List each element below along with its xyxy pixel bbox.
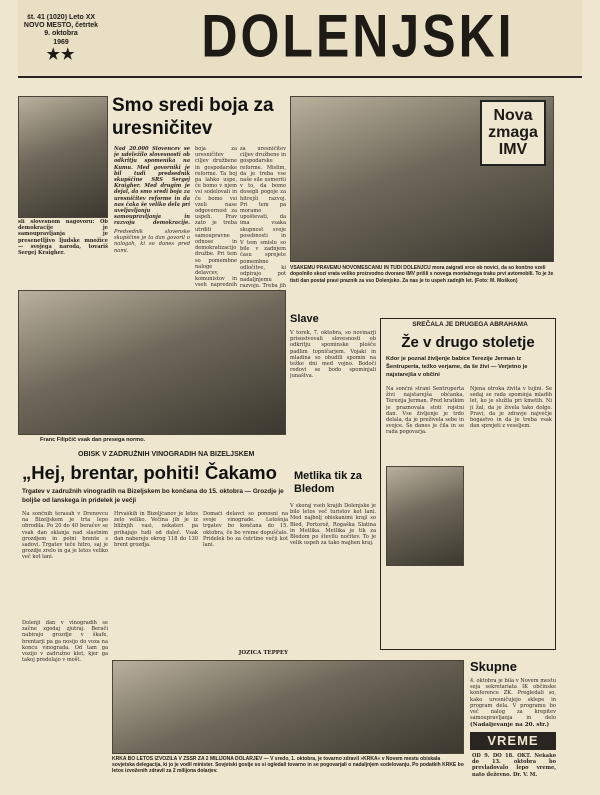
vineyard-kicker: OBISK V ZADRUŽNIH VINOGRADIH NA BIZELJSKEM [78, 451, 255, 458]
lead-column-2: boja za uresničitev ciljev družbene in gospodarske reforme. Ta boj pa lahko uspe, če bomo v njem vsi sodelovali in če bomo vsi vzeli nase odgovornost za uspeh. Prav zato je treba utrditi samoupravne odnose in demokratizacijo družbe. Pri tem so pomembne naloge delavcev, komunistov in vseh naprednih [195, 146, 237, 288]
portrait-caption: Franc Filipčič vsak dan presega normo. [40, 437, 146, 443]
vineyard-column-3: Domači delavci so ponosni na svoje vinograde. Letošnja trgatev bo končana do 15. oktobra, če bo vreme dopuščalo. Pridelek bo za četrtino večji kot lani. [203, 511, 288, 549]
vineyard-subhead: Trgatev v zadružnih vinogradih na Bizeljskem bo končana do 15. oktobra — Grozdje je boljše od lanskega in pridelek je večji [22, 488, 284, 504]
jerman-portrait [386, 466, 464, 566]
masthead [18, 0, 582, 78]
lead-photo-caption: sli slovesnom nagovoru: Ob demokracije je samoupravljanja je presenetljivo ljudske množice — svojega naroda, tovariš Sergej Kraigher. [18, 219, 108, 257]
lead-column-1: Nad 20.000 Slovencev se je udeležilo slovesnosti ob odkritju spomenika na Kumu. Med govorniki je bil tudi predsednik skupščine SRS Sergej Kraigher. Med drugim je dejal, da smo sredi boja za uresničitev reforme in da nas čaka še veliko dela pri uveljavljanju samoupravljanja in razvoju demokracije. [114, 146, 190, 226]
imv-caption: VSAKEMU PRAVEMU NOVOMEŠČANU IN TUDI DOLENJCU mora zaigrati srce ob novici, da so končno vzeli dopolnilo skozi vrata veliko proizvodno dvorano IMV prišli s novega montažnega traku prvi avtomobili. To je že tisti dan postal pravi praznik za vso Dolenjsko. Za nas je to uspeh zadnjih let. (Foto: M. Moškon) [290, 265, 554, 284]
tasks-headline: Skupne [470, 659, 517, 674]
lead-headline-2: uresničitev [112, 118, 213, 139]
abraham-headline: Že v drugo stoletje [401, 334, 535, 351]
vineyard-signature: JOŽICA TEPPEY [238, 650, 288, 656]
abraham-deck: Kdor je poznal življenje babice Terezije Jerman iz Šentruperta, težko verjame, da še živi — Verjetno je najstarejša v občini [386, 356, 528, 378]
vineyard-column-1: Na sončnih terasah v Drenovcu na Bizeljskem je trta lepo obrodila. Po 20 do 40 beračev se vsak dan sklanja nad slastnim grozdjem in polni brente s sadovi. Trgatev teče hitro, saj je grozdje zrelo in ga je letos veliko več kot lani. [22, 511, 108, 561]
weather-banner: VREME [470, 732, 556, 750]
issue-line: št. 41 (1020) Leto XX [26, 14, 96, 21]
vineyard-column-2: Hrvaških in Bizeljčanov je letos zelo veliko. Večina jih je iz bližnjih vasi, nekateri pa prihajajo tudi od daleč. Vsak dan naberejo okrog 118 do 130 brent grozdja. [114, 511, 198, 549]
metlika-body: V skoraj vseh krajih Dolenjske je bilo letos več turistov kot lani. Med najbolj obiskanimi kraji so Bled, Portorož, Rogaška Slatina in Metlika. Metlika je tik za Bledom po številu nočitev. To je velik uspeh za tako majhen kraj. [290, 503, 376, 547]
tourist-body: V torek, 7. oktobra, so novinarji prisostvovali slovesnosti ob odkritju spominske plošče padlim topničarjem. Vojaki in mladina so obudili spomin na težke dni med vojno. Bodoči rodovi se bodo spominjali junaštva. [290, 330, 376, 380]
weather-body: OD 9. DO 18. OKT. Nekako do 13. oktobra bo prevladovalo lepo vreme, nato deževno. Dr. V. M. [472, 753, 556, 778]
filipcic-portrait [18, 290, 286, 435]
vineyard-column-1b: Dolenji dan v vinogradih se začne zgodaj zjutraj. Berači nabirajo grozdje v škafe, brentarji pa ga nosijo do voza na koncu vinograda. Od tam ga vozijo v zadružno klet, kjer ga takoj predelajo v mošt. [22, 620, 108, 664]
lead-column-3: za uresničitev ciljev družbene in gospodarske reforme. Mislim, da je treba vse naše sile usmeriti v to, da bomo dosegli pogoje za hitrejši razvoj. Pri tem pa moramo upoštevati, da ima vsaka skupnost svoje posebnosti in [240, 146, 286, 238]
stars-icon: ★★ [46, 45, 76, 63]
tourist-headline: Slave [290, 313, 319, 325]
date: 9. oktobra [44, 30, 78, 38]
abraham-kicker: SREČALA JE DRUGEGA ABRAHAMA [412, 321, 528, 328]
lead-column-4: V tem smislu so bile v zadnjem času sprejete pomembne odločitve, ki odpirajo pot nadaljnjemu razvoju. Treba jih [240, 240, 286, 290]
kraigher-photo [18, 96, 108, 218]
vineyard-headline: „Hej, brentar, pohiti! Čakamo [22, 462, 277, 483]
newspaper-title: DOLENJSKI [201, 2, 515, 70]
imv-title-3: IMV [498, 141, 528, 158]
tasks-body: 4. oktobra je bila v Novem mestu seja sekretariata IK občinske konference ZK. Pregledali so, kako uresničujejo sklepe in program dela. V programu bo več nalog za krepitev samoupravljanja in delo [470, 678, 556, 720]
imv-title-1: Nova [493, 107, 533, 124]
imv-headline-box [480, 100, 546, 166]
abraham-body-1: Na sončni strani Šentruperta živi najstarejša občanka, Terezija Jerman. Pred kratkim je praznovala stoti rojstni dan. Vse življenje je trdo delala, da je preživela sebe in svojce. Še danes je čila in se rada pogovarja. [386, 386, 464, 436]
krka-caption: KRKA BO LETOS IZVOZILA V ZSSR ZA 2 MILIJONA DOLARJEV — V sredo, 1. oktobra, je tovarno zdravil »KRKA« v Novem mestu obiskala sovjetska delegacija, ki jo je vodil minister. Sovjetski gostje so si ogledali tovarno in se pogovarjali o nadaljnjem sodelovanju. Po podatkih KRKE bo letos izvoženih zdravil za 2 milijona dolarjev. [112, 756, 464, 775]
issue-info [18, 14, 104, 72]
imv-title-2: zmaga [488, 124, 538, 141]
year: 1969 [53, 38, 69, 46]
metlika-headline: Metlika tik za Bledom [294, 470, 362, 495]
krka-delegation-photo [112, 660, 464, 754]
place-date: NOVO MESTO, četrtek [23, 22, 99, 30]
lead-speaker-note: Predsednik slovenske skupščine je ta dan govoril o nalogah, ki so danes pred nami. [114, 229, 190, 254]
abraham-body-2: Njena otroka živita v tujini. Še sedaj se rada spominja mladih let, ko je služila pri kmetih. Ni ji žal, da je živela tako dolgo. Pravi, da je zdravje največje bogastvo in da je treba vsak dan sprejeti z veseljem. [470, 386, 552, 430]
lead-headline-1: Smo sredi boja za [112, 95, 274, 116]
tasks-continued-note: (Nadaljevanje na 20. str.) [470, 722, 550, 728]
